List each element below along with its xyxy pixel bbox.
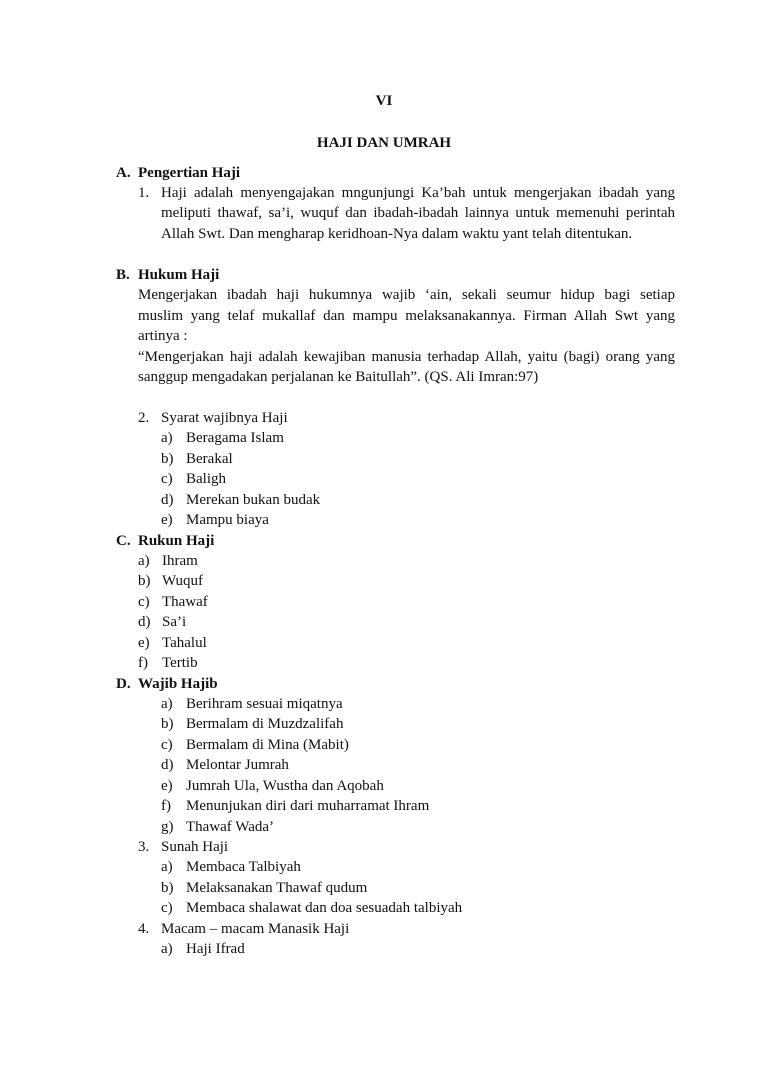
list-item bbox=[161, 796, 429, 817]
item-text: Beragama Islam bbox=[186, 430, 284, 446]
item-text: Berihram sesuai miqatnya bbox=[186, 696, 343, 712]
item-text: Wuquf bbox=[162, 573, 204, 589]
item-text: Membaca Talbiyah bbox=[186, 859, 301, 875]
item-text: Sa’i bbox=[162, 614, 187, 630]
section-letter: A. bbox=[116, 165, 131, 181]
section-a-heading bbox=[116, 163, 240, 184]
item-text: Bermalam di Mina (Mabit) bbox=[186, 737, 349, 753]
section-letter: C. bbox=[116, 533, 131, 549]
list-number: 3. bbox=[138, 839, 150, 855]
paragraph-line: muslim yang telaf mukallaf dan mampu melaksanakannya. Firman Allah Swt yang bbox=[138, 308, 675, 324]
item-mark: b) bbox=[161, 880, 174, 896]
list-title: Macam – macam Manasik Haji bbox=[161, 921, 350, 937]
list-number: 1. bbox=[138, 185, 150, 201]
list-item bbox=[138, 653, 198, 674]
list-item bbox=[161, 878, 367, 899]
list-item bbox=[161, 755, 289, 776]
item-text: Bermalam di Muzdzalifah bbox=[186, 716, 344, 732]
list-item bbox=[138, 551, 198, 572]
list-item bbox=[161, 939, 245, 960]
list-item bbox=[161, 694, 343, 715]
list-title: Sunah Haji bbox=[161, 839, 229, 855]
paragraph-line: Haji adalah menyengajakan mngunjungi Ka’bah untuk mengerjakan ibadah yang bbox=[161, 185, 675, 201]
item-text: Tertib bbox=[162, 655, 198, 671]
item-mark: c) bbox=[138, 594, 150, 610]
section-d-heading bbox=[116, 674, 218, 695]
section-title: Hukum Haji bbox=[138, 267, 220, 283]
section-title: Wajib Hajib bbox=[138, 676, 218, 692]
item-mark: c) bbox=[161, 900, 173, 916]
list-item bbox=[138, 571, 203, 592]
list-item bbox=[161, 428, 284, 449]
section-c-heading bbox=[116, 531, 214, 552]
item-text: Berakal bbox=[186, 451, 233, 467]
item-text: Merekan bukan budak bbox=[186, 492, 321, 508]
section-letter: B. bbox=[116, 267, 130, 283]
item-text: Melaksanakan Thawaf qudum bbox=[186, 880, 368, 896]
item-text: Menunjukan diri dari muharramat Ihram bbox=[186, 798, 430, 814]
item-mark: b) bbox=[161, 451, 174, 467]
item-mark: a) bbox=[161, 859, 173, 875]
item-mark: f) bbox=[161, 798, 171, 814]
list-item bbox=[161, 817, 274, 838]
item-mark: d) bbox=[161, 492, 174, 508]
quote-line: sanggup mengadakan perjalanan ke Baitullah”. (QS. Ali Imran:97) bbox=[138, 369, 539, 385]
list-item bbox=[138, 592, 208, 613]
list-item bbox=[161, 857, 301, 878]
section-title: Pengertian Haji bbox=[138, 165, 241, 181]
item-text: Thawaf bbox=[162, 594, 208, 610]
chapter-number: VI bbox=[375, 93, 393, 109]
item-text: Thawaf Wada’ bbox=[186, 819, 275, 835]
paragraph-line: Mengerjakan ibadah haji hukumnya wajib ‘ain, sekali seumur hidup bagi setiap bbox=[138, 287, 675, 303]
list-title: Syarat wajibnya Haji bbox=[161, 410, 288, 426]
paragraph-line: meliputi thawaf, sa’i, wuquf dan ibadah-ibadah lainnya untuk memenuhi perintah bbox=[161, 205, 675, 221]
item-mark: f) bbox=[138, 655, 148, 671]
item-mark: e) bbox=[161, 778, 173, 794]
list-item bbox=[161, 510, 269, 531]
item-mark: b) bbox=[161, 716, 174, 732]
list-number: 4. bbox=[138, 921, 150, 937]
chapter-title: HAJI DAN UMRAH bbox=[316, 135, 452, 151]
list-item bbox=[161, 469, 226, 490]
paragraph-line: Allah Swt. Dan mengharap keridhoan-Nya dalam waktu yant telah ditentukan. bbox=[161, 226, 633, 242]
list-item bbox=[138, 633, 207, 654]
list-item bbox=[138, 612, 186, 633]
list-item bbox=[161, 898, 462, 919]
item-text: Ihram bbox=[162, 553, 198, 569]
item-mark: a) bbox=[161, 430, 173, 446]
item-mark: a) bbox=[161, 941, 173, 957]
item-mark: d) bbox=[138, 614, 151, 630]
quote-line: “Mengerjakan haji adalah kewajiban manusia terhadap Allah, yaitu (bagi) orang yang bbox=[138, 349, 675, 365]
section-title: Rukun Haji bbox=[138, 533, 215, 549]
item-mark: d) bbox=[161, 757, 174, 773]
item-mark: a) bbox=[161, 696, 173, 712]
item-mark: c) bbox=[161, 737, 173, 753]
section-letter: D. bbox=[116, 676, 131, 692]
section-b-heading bbox=[116, 265, 219, 286]
item-mark: g) bbox=[161, 819, 174, 835]
list-item bbox=[161, 735, 349, 756]
item-mark: e) bbox=[161, 512, 173, 528]
item-text: Mampu biaya bbox=[186, 512, 269, 528]
list-item bbox=[161, 776, 384, 797]
item-text: Baligh bbox=[186, 471, 226, 487]
item-text: Jumrah Ula, Wustha dan Aqobah bbox=[186, 778, 384, 794]
item-text: Haji Ifrad bbox=[186, 941, 245, 957]
list-number: 2. bbox=[138, 410, 150, 426]
item-text: Tahalul bbox=[162, 635, 207, 651]
item-mark: b) bbox=[138, 573, 151, 589]
list-item bbox=[161, 714, 343, 735]
item-text: Membaca shalawat dan doa sesuadah talbiyah bbox=[186, 900, 463, 916]
list-item bbox=[161, 449, 233, 470]
item-mark: a) bbox=[138, 553, 150, 569]
list-item bbox=[161, 490, 320, 511]
item-mark: e) bbox=[138, 635, 150, 651]
item-text: Melontar Jumrah bbox=[186, 757, 289, 773]
paragraph-line: artinya : bbox=[138, 328, 188, 344]
item-mark: c) bbox=[161, 471, 173, 487]
